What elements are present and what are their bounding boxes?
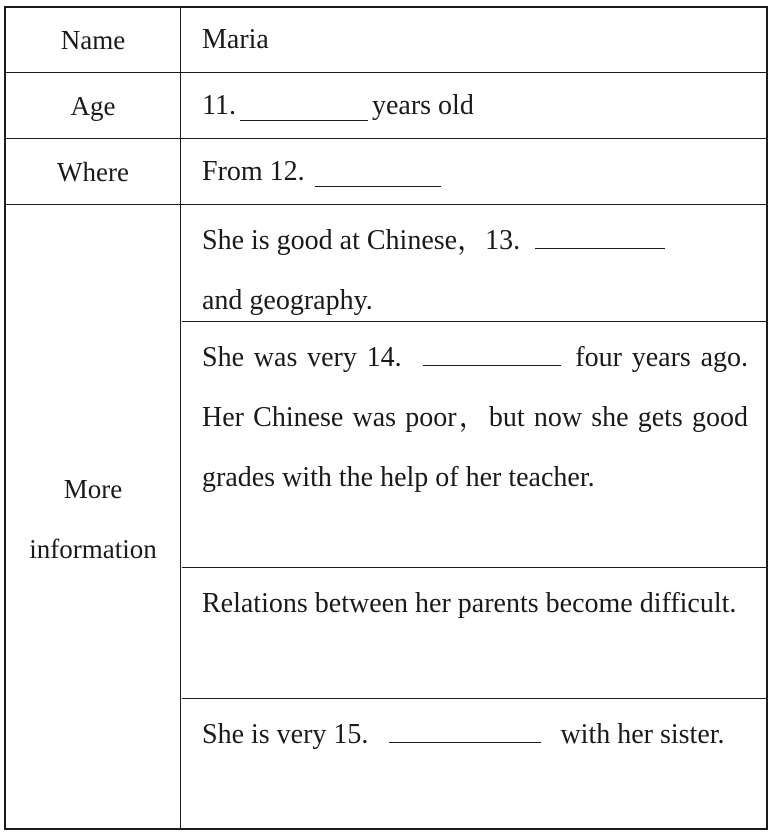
blank-11[interactable]	[240, 90, 368, 120]
row-more-information	[6, 205, 766, 830]
row-name	[6, 8, 766, 73]
info-cell-2-text-a: She was very 14.	[202, 342, 402, 373]
name-value: Maria	[202, 24, 269, 55]
info-table	[4, 6, 768, 830]
blank-15[interactable]	[389, 713, 541, 743]
where-label: Where	[57, 156, 129, 187]
name-label: Name	[60, 25, 126, 55]
age-label: Age	[70, 90, 116, 121]
info-cell-4-text-b: with her sister.	[560, 719, 725, 750]
more-label-line1: More	[63, 474, 123, 504]
blank-12[interactable]	[315, 156, 441, 186]
info-cell-1-text-b: and geography.	[202, 285, 373, 316]
age-number: 11.	[202, 89, 236, 121]
info-cell-2	[182, 322, 766, 568]
more-label-line2: information	[29, 534, 157, 564]
where-value	[182, 139, 766, 204]
info-cell-4	[182, 699, 766, 830]
info-cell-1-text-a: She is good at Chinese，13.	[202, 225, 521, 256]
where-prefix: From 12.	[202, 155, 305, 187]
row-where	[6, 139, 766, 205]
row-age	[6, 73, 766, 139]
info-cell-3-text: Relations between her parents become difficult.	[202, 588, 737, 619]
age-suffix: years old	[371, 89, 474, 121]
info-cell-4-text-a: She is very 15.	[202, 719, 369, 750]
info-cell-1	[182, 205, 766, 322]
info-cell-3	[182, 568, 766, 699]
blank-13[interactable]	[535, 219, 665, 249]
info-cell-2-text-b: four years ago. Her Chinese was poor，but now she gets good grades with the help of her teacher.	[202, 342, 749, 493]
age-value	[182, 73, 766, 138]
blank-14[interactable]	[423, 336, 561, 366]
